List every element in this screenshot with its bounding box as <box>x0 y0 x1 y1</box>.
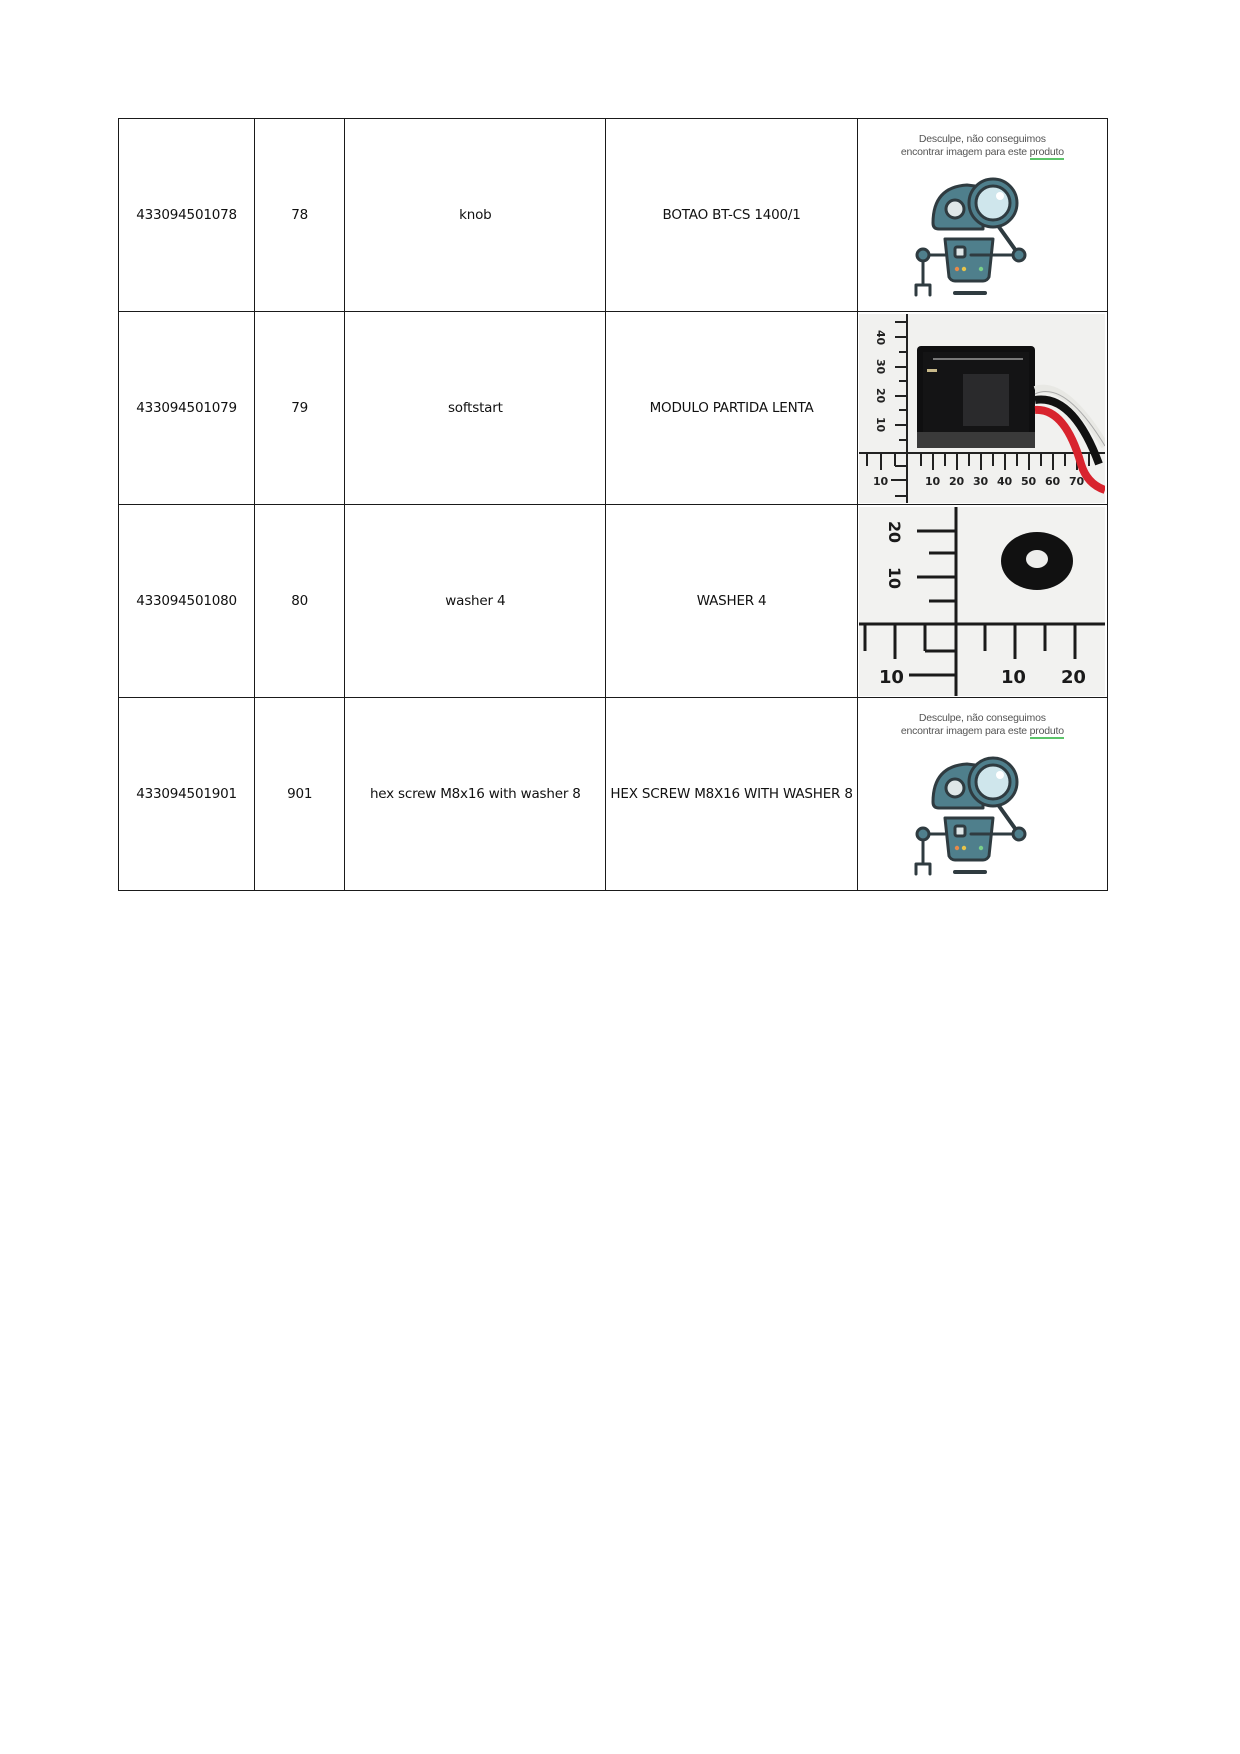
part-description: washer 4 <box>345 505 606 698</box>
washer-photo-graphic <box>859 507 1105 696</box>
part-image-cell <box>857 119 1107 312</box>
ruler-label: 30 <box>874 358 888 374</box>
placeholder-line-2 <box>859 725 1105 738</box>
part-description: hex screw M8x16 with washer 8 <box>345 698 606 891</box>
part-code: 433094501079 <box>119 312 255 505</box>
washer-photo <box>859 507 1105 696</box>
ruler-label: 10 <box>874 416 888 432</box>
placeholder-text: encontrar imagem para este <box>900 145 1030 158</box>
placeholder-line-2 <box>859 146 1105 159</box>
ruler-label: 20 <box>949 474 965 488</box>
position-number: 80 <box>255 505 345 698</box>
ruler-label: 10 <box>925 474 941 488</box>
ruler-label: 20 <box>885 520 905 543</box>
part-image-cell <box>857 698 1107 891</box>
part-name: BOTAO BT-CS 1400/1 <box>606 119 857 312</box>
part-code: 433094501901 <box>119 698 255 891</box>
ruler-label: 60 <box>1045 474 1061 488</box>
placeholder-line-1: Desculpe, não conseguimos <box>918 132 1046 145</box>
placeholder-highlight: produto <box>1029 145 1064 158</box>
ruler-label: 40 <box>874 329 888 345</box>
part-code: 433094501080 <box>119 505 255 698</box>
table-row <box>119 698 1108 891</box>
ruler-label: 30 <box>973 474 989 488</box>
softstart-photo-graphic <box>859 314 1105 503</box>
table-row <box>119 505 1108 698</box>
placeholder-highlight: produto <box>1029 724 1064 737</box>
position-number: 78 <box>255 119 345 312</box>
placeholder-message <box>859 712 1105 738</box>
ruler-label: 10 <box>873 474 889 488</box>
part-name: HEX SCREW M8X16 WITH WASHER 8 <box>606 698 857 891</box>
ruler-label: 40 <box>997 474 1013 488</box>
part-code: 433094501078 <box>119 119 255 312</box>
ruler-label: 70 <box>1069 474 1085 488</box>
ruler-label: 20 <box>874 387 888 403</box>
ruler-label: 20 <box>1061 666 1086 688</box>
part-description: knob <box>345 119 606 312</box>
softstart-module-photo <box>859 314 1105 503</box>
ruler-label: 10 <box>879 666 904 688</box>
parts-table <box>118 118 1108 891</box>
part-image-cell <box>857 505 1107 698</box>
position-number: 79 <box>255 312 345 505</box>
placeholder-text: encontrar imagem para este <box>900 724 1030 737</box>
ruler-label: 50 <box>1021 474 1037 488</box>
robot-magnifier-icon <box>911 171 1041 299</box>
no-image-placeholder <box>859 700 1105 889</box>
position-number: 901 <box>255 698 345 891</box>
ruler-label: 10 <box>885 566 905 589</box>
ruler-label: 10 <box>1001 666 1026 688</box>
table-row <box>119 312 1108 505</box>
table-row <box>119 119 1108 312</box>
robot-magnifier-icon <box>911 750 1041 878</box>
part-description: softstart <box>345 312 606 505</box>
placeholder-line-1: Desculpe, não conseguimos <box>918 711 1046 724</box>
part-name: WASHER 4 <box>606 505 857 698</box>
part-name: MODULO PARTIDA LENTA <box>606 312 857 505</box>
no-image-placeholder <box>859 121 1105 310</box>
placeholder-message <box>859 133 1105 159</box>
part-image-cell <box>857 312 1107 505</box>
